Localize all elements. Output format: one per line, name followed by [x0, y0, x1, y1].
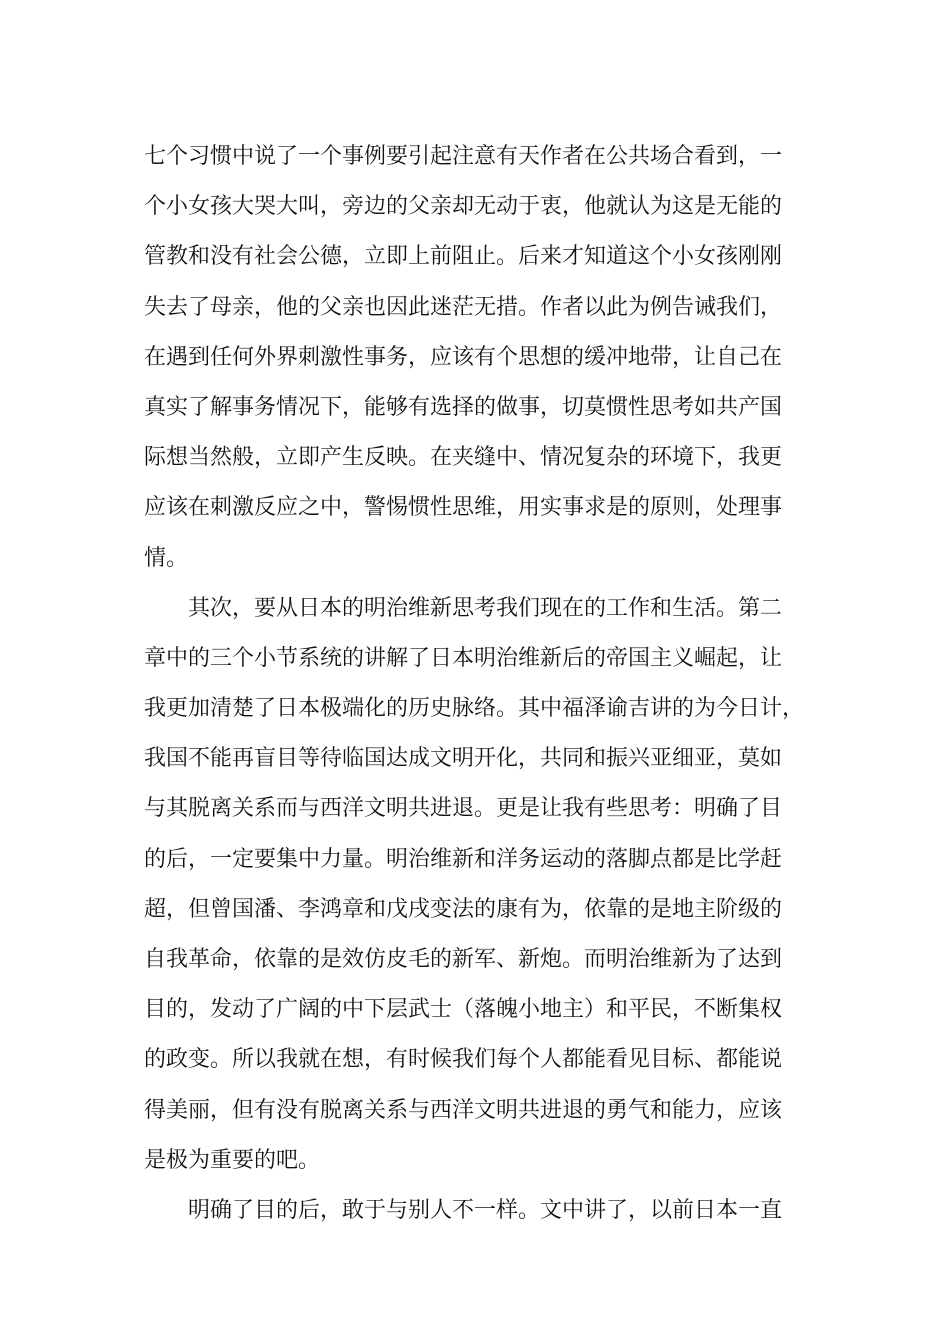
text-line: 自我革命，依靠的是效仿皮毛的新军、新炮。而明治维新为了达到: [144, 947, 783, 972]
text-line: 失去了母亲，他的父亲也因此迷茫无措。作者以此为例告诫我们，: [144, 294, 783, 320]
text-line: 的政变。所以我就在想，有时候我们每个人都能看见目标、都能说: [144, 1047, 783, 1073]
text-line: 应该在刺激反应之中，警惕惯性思维，用实事求是的原则，处理事: [144, 495, 783, 521]
text-line: 真实了解事务情况下，能够有选择的做事，切莫惯性思考如共产国: [144, 394, 783, 420]
text-line: 的后，一定要集中力量。明治维新和洋务运动的落脚点都是比学赶: [144, 846, 783, 872]
text-line: 个小女孩大哭大叫，旁边的父亲却无动于衷，他就认为这是无能的: [144, 194, 783, 220]
paragraph-first-line: 明确了目的后，敢于与别人不一样。文中讲了，以前日本一直: [188, 1197, 783, 1223]
text-line: 情。: [144, 545, 189, 571]
text-line: 我更加清楚了日本极端化的历史脉络。其中福泽谕吉讲的为今日计，: [144, 696, 805, 722]
text-line: 在遇到任何外界刺激性事务，应该有个思想的缓冲地带，让自己在: [144, 344, 783, 370]
text-line: 与其脱离关系而与西洋文明共进退。更是让我有些思考：明确了目: [144, 796, 783, 822]
text-line: 际想当然般，立即产生反映。在夹缝中、情况复杂的环境下，我更: [144, 445, 783, 471]
text-line: 管教和没有社会公德，立即上前阻止。后来才知道这个小女孩刚刚: [144, 244, 783, 270]
text-line: 我国不能再盲目等待临国达成文明开化，共同和振兴亚细亚，莫如: [144, 746, 783, 772]
paragraph-first-line: 其次，要从日本的明治维新思考我们现在的工作和生活。第二: [188, 595, 783, 621]
text-line: 目的，发动了广阔的中下层武士（落魄小地主）和平民，不断集权: [144, 997, 783, 1023]
text-line: 是极为重要的吧。: [144, 1147, 321, 1173]
text-line: 章中的三个小节系统的讲解了日本明治维新后的帝国主义崛起，让: [144, 645, 783, 671]
text-line: 得美丽，但有没有脱离关系与西洋文明共进退的勇气和能力，应该: [144, 1097, 783, 1123]
text-line: 七个习惯中说了一个事例要引起注意有天作者在公共场合看到，一: [144, 144, 783, 169]
text-line: 超，但曾国潘、李鸿章和戊戌变法的康有为，依靠的是地主阶级的: [144, 896, 783, 922]
body-text: [144, 132, 824, 1236]
